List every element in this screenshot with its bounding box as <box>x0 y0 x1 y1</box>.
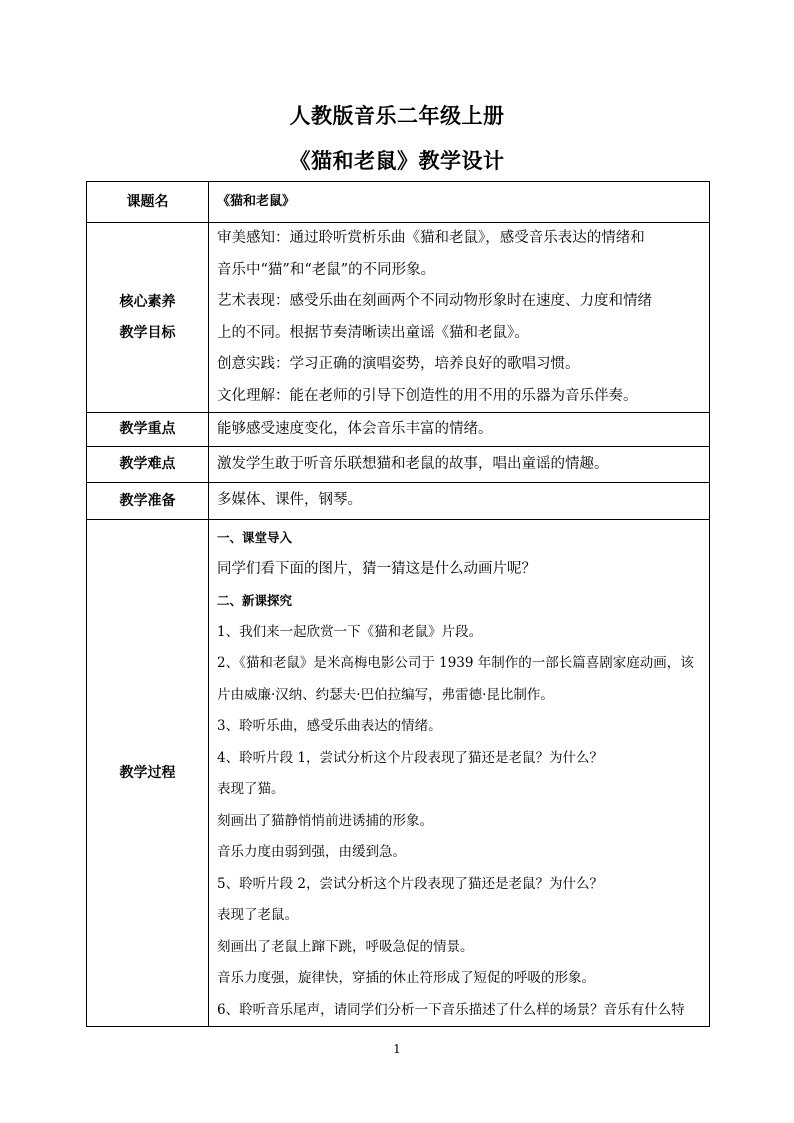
content-line: 上的不同。根据节奏清晰读出童谣《猫和老鼠》。 <box>217 324 529 341</box>
content-line: 音乐力度强，旋律快，穿插的休止符形成了短促的呼吸的形象。 <box>217 970 595 986</box>
row-content-key-points <box>209 413 710 447</box>
row-content-preparation <box>209 483 710 520</box>
row-content-process <box>209 520 710 1027</box>
content-line: 4、聆听片段 1，尝试分析这个片段表现了猫还是老鼠？为什么？ <box>217 749 603 766</box>
content-line: 音乐中“猫”和“老鼠”的不同形象。 <box>217 261 436 278</box>
row-label-topic: 课题名 <box>87 182 209 223</box>
content-line: 创意实践：学习正确的演唱姿势，培养良好的歌唱习惯。 <box>217 356 580 372</box>
content-line: 片由威廉·汉纳、约瑟夫·巴伯拉编写，弗雷德·昆比制作。 <box>217 686 554 703</box>
row-content-objectives <box>209 223 710 413</box>
content-line: 审美感知：通过聆听赏析乐曲《猫和老鼠》，感受音乐表达的情绪和 <box>217 230 645 246</box>
content-line: 刻画出了老鼠上蹿下跳，呼吸急促的情景。 <box>217 938 474 955</box>
content-line: 刻画出了猫静悄悄前进诱捕的形象。 <box>217 812 433 829</box>
content-line: 6、聆听音乐尾声，请同学们分析一下音乐描述了什么样的场景？音乐有什么特 <box>217 1001 685 1018</box>
document-title-line2: 《猫和老鼠》教学设计 <box>289 149 505 173</box>
content-line: 文化理解：能在老师的引导下创造性的用不用的乐器为音乐伴奏。 <box>217 387 638 404</box>
table-row-key-points <box>87 413 710 447</box>
row-label-objectives <box>87 223 209 413</box>
row-label-key-points: 教学重点 <box>87 413 209 447</box>
content-line: 能够感受速度变化，体会音乐丰富的情绪。 <box>217 420 493 437</box>
row-label-difficulties: 教学难点 <box>87 447 209 483</box>
content-line: 艺术表现：感受乐曲在刻画两个不同动物形象时在速度、力度和情绪 <box>217 293 652 309</box>
content-line: 《猫和老鼠》 <box>217 194 296 210</box>
row-content-topic <box>209 182 710 223</box>
table-row-objectives <box>87 223 710 413</box>
row-label-preparation: 教学准备 <box>87 483 209 520</box>
content-line: 音乐力度由弱到强，由缓到急。 <box>217 844 406 860</box>
table-row-topic <box>87 182 710 223</box>
content-line: 表现了老鼠。 <box>217 907 298 923</box>
label-line: 教学目标 <box>119 324 176 341</box>
row-content-difficulties <box>209 447 710 483</box>
section-heading: 二、新课探究 <box>217 593 293 608</box>
row-label-process: 教学过程 <box>87 520 209 1027</box>
content-line: 2、《猫和老鼠》是米高梅电影公司于 1939 年制作的一部长篇喜剧家庭动画，该 <box>217 655 694 671</box>
table-row-preparation <box>87 483 710 520</box>
content-line: 同学们看下面的图片，猜一猜这是什么动画片呢？ <box>217 560 536 577</box>
page-number: 1 <box>393 1042 401 1056</box>
content-line: 1、我们来一起欣赏一下《猫和老鼠》片段。 <box>217 623 483 640</box>
content-line: 多媒体、课件，钢琴。 <box>217 492 362 509</box>
content-line: 3、聆听乐曲，感受乐曲表达的情绪。 <box>217 718 442 734</box>
lesson-plan-table <box>86 181 710 1027</box>
content-line: 5、聆听片段 2，尝试分析这个片段表现了猫还是老鼠？为什么？ <box>217 875 603 892</box>
table-row-process <box>87 520 710 1027</box>
table-row-difficulties <box>87 447 710 483</box>
label-line: 核心素养 <box>119 293 176 310</box>
section-heading: 一、课堂导入 <box>217 530 293 545</box>
content-line: 激发学生敢于听音乐联想猫和老鼠的故事，唱出童谣的情趣。 <box>217 455 609 472</box>
document-title-line1: 人教版音乐二年级上册 <box>289 104 505 128</box>
content-line: 表现了猫。 <box>217 781 285 797</box>
